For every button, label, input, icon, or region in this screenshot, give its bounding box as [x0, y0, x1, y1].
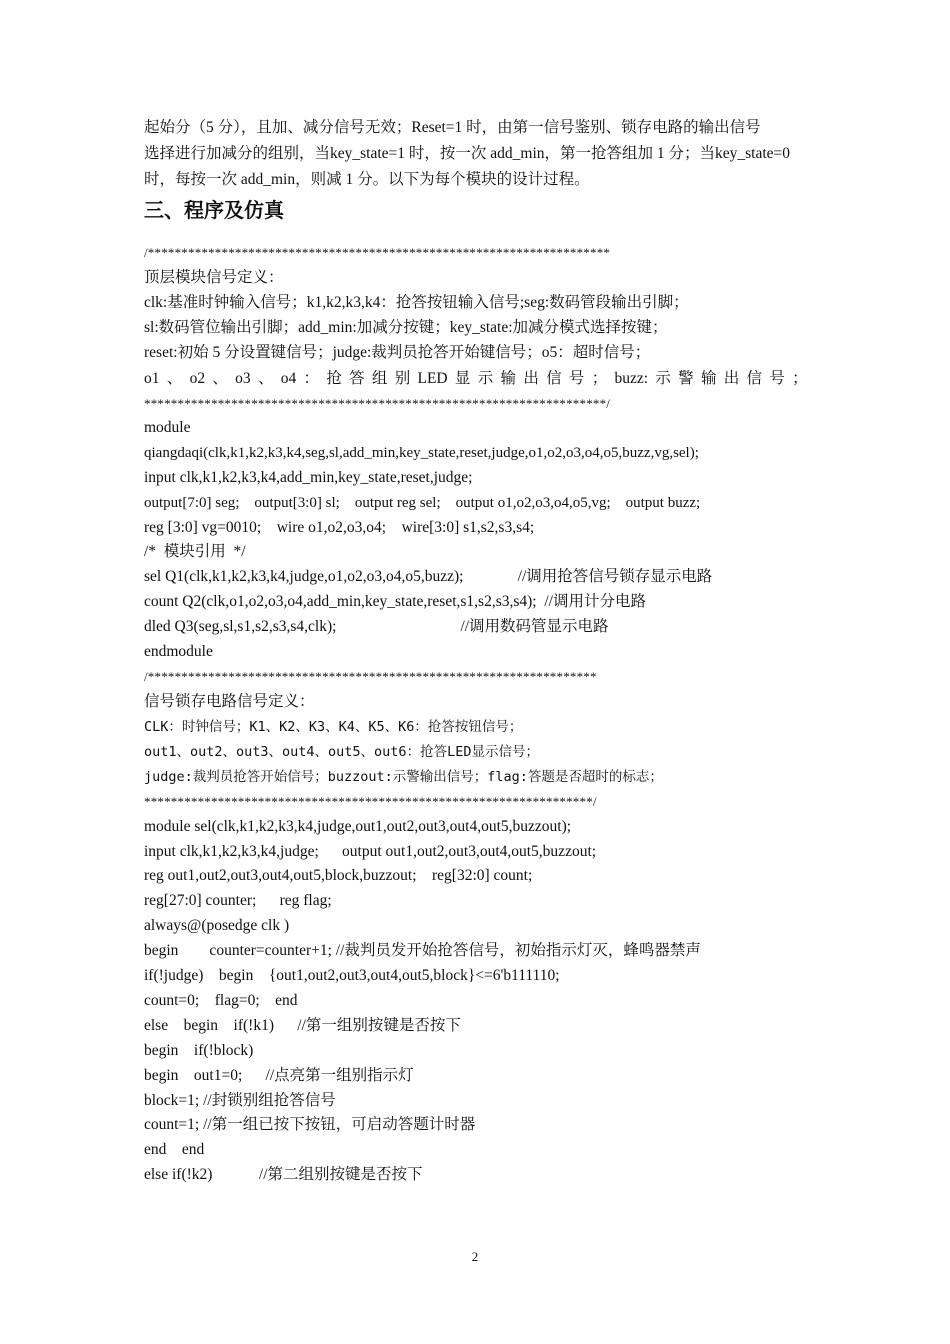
- word: 组: [371, 370, 388, 387]
- code-line: reg [3:0] vg=0010; wire o1,o2,o3,o4; wire[3:0] s1,s2,s3,s4;: [144, 519, 535, 536]
- word: buzz:: [614, 370, 649, 387]
- code-line: qiangdaqi(clk,k1,k2,k3,k4,seg,sl,add_min,key_state,reset,judge,o1,o2,o3,o4,o5,buzz,vg,sel);: [144, 445, 699, 461]
- code-line: begin out1=0; //点亮第一组别指示灯: [144, 1067, 414, 1084]
- code-line: count=1; //第一组已按下按钮，可启动答题计时器: [144, 1116, 476, 1133]
- word: LED: [417, 370, 448, 387]
- comment-separator-top: /*********************************************************************: [144, 245, 611, 260]
- code-line: output[7:0] seg; output[3:0] sl; output reg sel; output o1,o2,o3,o4,o5,vg; output buzz;: [144, 495, 701, 511]
- code-line: 顶层模块信号定义：: [144, 269, 284, 286]
- comment-line: judge:裁判员抢答开始信号；buzzout:示警输出信号；flag:答题是否超时的标志；: [144, 769, 663, 785]
- word: o4: [280, 370, 297, 387]
- word: 抢: [326, 370, 342, 387]
- code-line: input clk,k1,k2,k3,k4,add_min,key_state,reset,judge;: [144, 469, 473, 486]
- word: 输: [500, 370, 517, 387]
- word: o2: [189, 370, 206, 387]
- page-number: 2: [471, 1249, 479, 1264]
- word: 信: [546, 370, 562, 387]
- code-line: reg out1,out2,out3,out4,out5,block,buzzout; reg[32:0] count;: [144, 867, 533, 884]
- code-line: sl:数码管位输出引脚；add_min:加减分按键；key_state:加减分模式选择按键；: [144, 319, 668, 336]
- word: ；: [792, 370, 808, 387]
- word: 信: [746, 370, 763, 387]
- word: ：: [303, 370, 320, 387]
- word: 答: [349, 370, 365, 387]
- code-line: clk:基准时钟输入信号；k1,k2,k3,k4：抢答按钮输入信号;seg:数码管段输出引脚；: [144, 294, 689, 311]
- code-line: /* 模块引用 */: [144, 543, 246, 560]
- word: ；: [591, 370, 608, 387]
- code-line: if(!judge) begin {out1,out2,out3,out4,out5,block}<=6'b111110;: [144, 967, 560, 984]
- code-line: module sel(clk,k1,k2,k3,k4,judge,out1,out2,out3,out4,out5,buzzout);: [144, 818, 572, 835]
- word: o1: [144, 370, 160, 387]
- code-line: count Q2(clk,o1,o2,o3,o4,add_min,key_state,reset,s1,s2,s3,s4); //调用计分电路: [144, 593, 646, 610]
- intro-line-1: 起始分（5 分），且加、减分信号无效；Reset=1 时，由第一信号鉴别、锁存电路的输出信号: [144, 119, 761, 136]
- code-line: endmodule: [144, 643, 213, 660]
- justified-signal-line: [144, 369, 808, 389]
- code-line: begin counter=counter+1; //裁判员发开始抢答信号，初始指示灯灭，蜂鸣器禁声: [144, 942, 701, 959]
- word: 示: [477, 370, 494, 387]
- section-heading: 三、程序及仿真: [144, 198, 284, 222]
- word: o3: [235, 370, 251, 387]
- word: 警: [678, 370, 694, 387]
- code-line: sel Q1(clk,k1,k2,k3,k4,judge,o1,o2,o3,o4,o5,buzz); //调用抢答信号锁存显示电路: [144, 568, 713, 585]
- comment-separator: *********************************************************************/: [144, 396, 611, 411]
- code-line: count=0; flag=0; end: [144, 992, 298, 1009]
- word: 显: [454, 370, 471, 387]
- code-line: dled Q3(seg,sl,s1,s2,s3,s4,clk); //调用数码管显示电路: [144, 618, 609, 635]
- word: 、: [257, 370, 274, 387]
- code-line: always@(posedge clk ): [144, 917, 290, 934]
- comment-line: 信号锁存电路信号定义：: [144, 693, 315, 710]
- word: 、: [212, 370, 228, 387]
- word: 示: [655, 370, 671, 387]
- word: 号: [769, 370, 785, 387]
- comment-line: CLK：时钟信号；K1、K2、K3、K4、K5、K6：抢答按钮信号；: [144, 719, 523, 735]
- word: 、: [166, 370, 183, 387]
- code-line: else if(!k2) //第二组别按键是否按下: [144, 1166, 423, 1183]
- code-line: reset:初始 5 分设置键信号；judge:裁判员抢答开始键信号；o5：超时信号；: [144, 344, 651, 361]
- code-line: reg[27:0] counter; reg flag;: [144, 892, 332, 909]
- code-line: end end: [144, 1141, 205, 1158]
- word: 出: [523, 370, 539, 387]
- word: 出: [723, 370, 740, 387]
- code-line: block=1; //封锁别组抢答信号: [144, 1092, 336, 1109]
- code-line: input clk,k1,k2,k3,k4,judge; output out1,out2,out3,out4,out5,buzzout;: [144, 843, 597, 860]
- comment-line: out1、out2、out3、out4、out5、out6：抢答LED显示信号；: [144, 744, 539, 760]
- code-line: module: [144, 419, 191, 436]
- comment-separator: /*******************************************************************: [144, 669, 597, 684]
- intro-line-3: 时，每按一次 add_min，则减 1 分。以下为每个模块的设计过程。: [144, 171, 590, 188]
- word: 输: [700, 370, 717, 387]
- comment-separator: *******************************************************************/: [144, 794, 597, 809]
- code-line: else begin if(!k1) //第一组别按键是否按下: [144, 1017, 461, 1034]
- word: 号: [568, 370, 585, 387]
- word: 别: [394, 370, 411, 387]
- code-line: begin if(!block): [144, 1042, 254, 1059]
- intro-line-2: 选择进行加减分的组别，当key_state=1 时，按一次 add_min，第一抢答组加 1 分；当key_state=0: [144, 145, 791, 162]
